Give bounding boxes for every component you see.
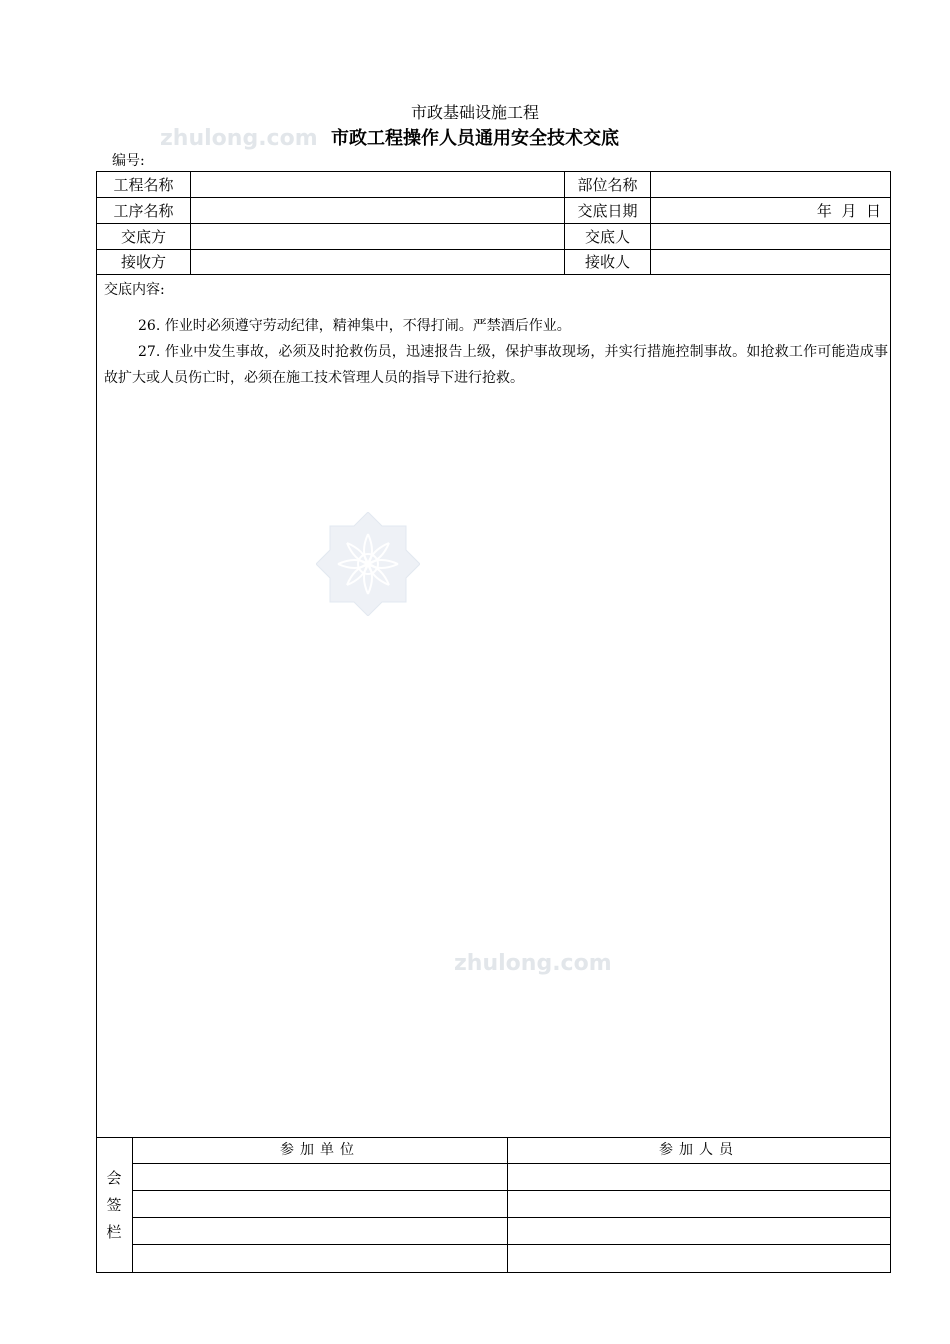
participating-person-cell[interactable]: [508, 1245, 890, 1272]
participating-person-cell[interactable]: [508, 1218, 890, 1244]
serial-number-label: 编号:: [112, 153, 145, 169]
receiver-person-label: 接收人: [584, 253, 630, 271]
content-item: 27. 作业中发生事故，必须及时抢救伤员，迅速报告上级，保护事故现场，并实行措施控制事故。如抢救工作可能造成事故扩大或人员伤亡时，必须在施工技术管理人员的指导下进行抢救。: [104, 344, 888, 386]
participating-person-cell[interactable]: [508, 1164, 890, 1190]
content-label: 交底内容:: [104, 282, 165, 298]
document-subtitle: 市政基础设施工程: [410, 103, 539, 122]
process-name-label: 工序名称: [113, 202, 174, 220]
zhulong-logo-icon: [316, 512, 420, 616]
participating-unit-cell[interactable]: [133, 1218, 507, 1244]
content-item: 26. 作业时必须遵守劳动纪律，精神集中，不得打闹。严禁酒后作业。: [138, 318, 571, 334]
participating-unit-header: 参加单位: [280, 1142, 360, 1158]
briefing-date-field[interactable]: 年 月 日: [816, 202, 881, 220]
part-name-label: 部位名称: [577, 176, 638, 194]
receiver-label: 接收方: [120, 253, 166, 271]
briefing-person-label: 交底人: [584, 228, 630, 246]
participating-unit-cell[interactable]: [133, 1191, 507, 1217]
document-title: 市政工程操作人员通用安全技术交底: [331, 128, 619, 149]
briefing-date-label: 交底日期: [577, 202, 638, 220]
participating-person-cell[interactable]: [508, 1191, 890, 1217]
participating-unit-cell[interactable]: [133, 1164, 507, 1190]
watermark-text: zhulong.com: [160, 126, 318, 151]
participating-person-header: 参加人员: [659, 1142, 739, 1158]
briefing-giver-label: 交底方: [120, 228, 166, 246]
project-name-label: 工程名称: [113, 176, 174, 194]
watermark-text: zhulong.com: [454, 951, 612, 976]
participating-unit-cell[interactable]: [133, 1245, 507, 1272]
signoff-label: 会 签 栏: [106, 1169, 122, 1241]
